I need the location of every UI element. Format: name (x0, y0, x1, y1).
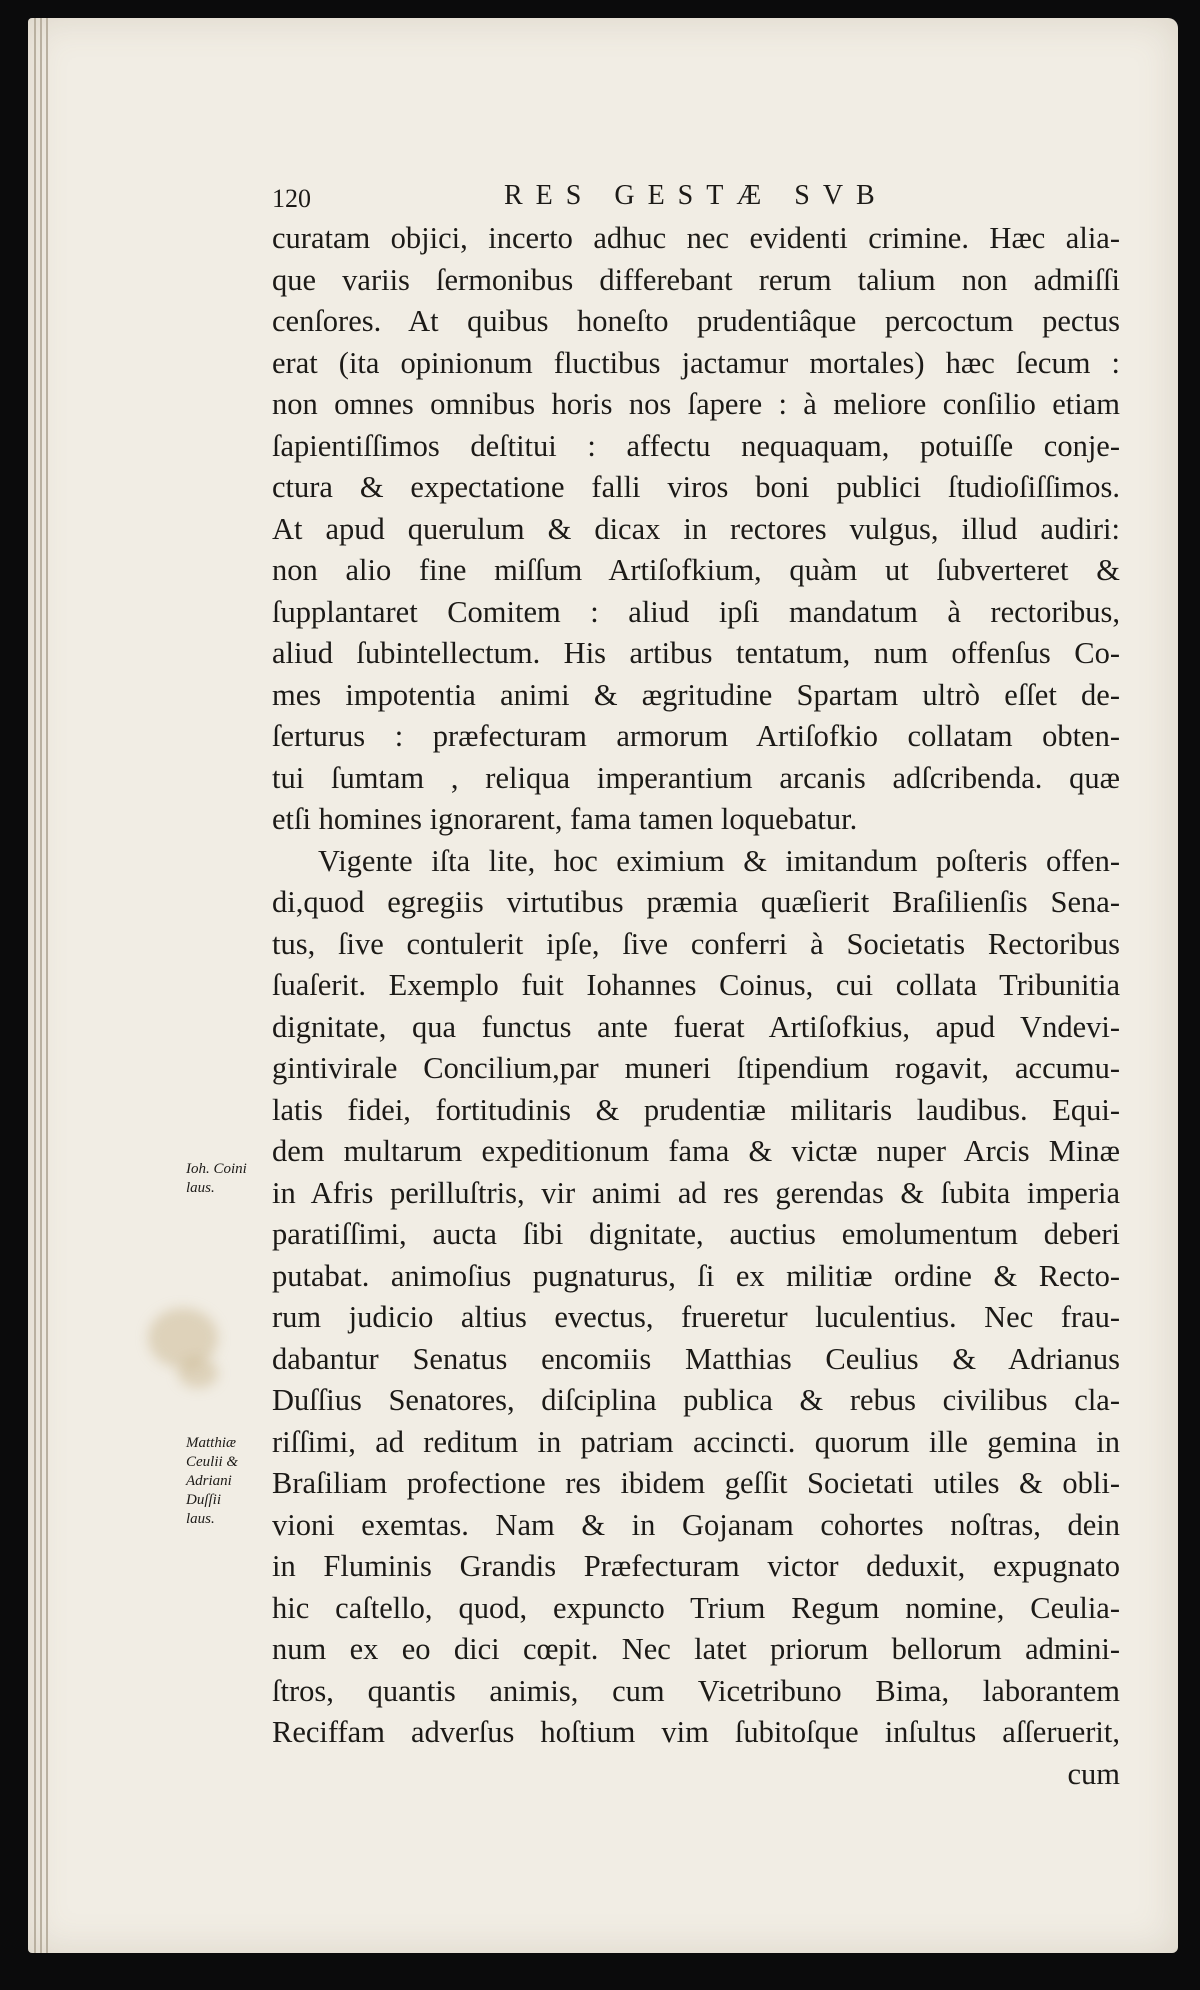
catchword: cum (1067, 1756, 1120, 1791)
text-line: cenſores. At quibus honeſto prudentiâque percoctum pectus (272, 304, 1120, 338)
margin-note-line: Duſſii (186, 1492, 222, 1508)
margin-note-line: Ioh. Coini (186, 1161, 247, 1177)
text-line: Duſſius Senatores, diſciplina publica & rebus civilibus cla- (272, 1383, 1120, 1417)
text-line: latis fidei, fortitudinis & prudentiæ militaris laudibus. Equi- (272, 1092, 1120, 1127)
text-line: ſapientiſſimos deſtitui : affectu nequaquam, potuiſſe conje- (272, 428, 1120, 463)
text-line: ctura & expectatione falli viros boni publici ſtudioſiſſimos. (272, 470, 1120, 504)
text-line: curatam objici, incerto adhuc nec evidenti crimine. Hæc alia- (272, 221, 1120, 255)
margin-note-coinus (186, 1160, 296, 1198)
margin-note-ceulius-dussius (186, 1434, 296, 1529)
text-line: riſſimi, ad reditum in patriam accincti. quorum ille gemina in (272, 1424, 1120, 1459)
margin-note-line: laus. (186, 1180, 215, 1196)
text-line: dem multarum expeditionum fama & victæ nuper Arcis Minæ (272, 1134, 1120, 1168)
page-edge-line (46, 18, 48, 1953)
page-header (272, 180, 892, 214)
text-line: Reciffam adverſus hoſtium vim ſubitoſque inſultus aſſeruerit, (272, 1715, 1120, 1749)
page-number: 120 (272, 184, 311, 213)
text-line: hic caſtello, quod, expuncto Trium Regum nomine, Ceulia- (272, 1590, 1120, 1625)
text-line: rum judicio altius evectus, frueretur luculentius. Nec frau- (272, 1300, 1120, 1334)
text-line: paratiſſimi, aucta ſibi dignitate, auctius emolumentum deberi (272, 1217, 1120, 1251)
running-title: RES GESTÆ SVB (504, 180, 888, 211)
text-line: ſerturus : præfecturam armorum Artiſofkio collatam obten- (272, 719, 1120, 753)
text-line: in Fluminis Grandis Præfecturam victor deduxit, expugnato (272, 1549, 1120, 1583)
page-edge-line (34, 18, 36, 1953)
text-line: aliud ſubintellectum. His artibus tentatum, num offenſus Co- (272, 636, 1120, 670)
text-line: putabat. animoſius pugnaturus, ſi ex militiæ ordine & Recto- (272, 1258, 1120, 1293)
text-line: ſupplantaret Comitem : aliud ipſi mandatum à rectoribus, (272, 594, 1120, 629)
text-line: dabantur Senatus encomiis Matthias Ceulius & Adrianus (272, 1341, 1120, 1376)
text-line: gintivirale Concilium,par muneri ſtipendium rogavit, accumu- (272, 1051, 1120, 1085)
text-line: non alio fine miſſum Artiſofkium, quàm ut ſubverteret & (272, 553, 1120, 587)
text-line: vioni exemtas. Nam & in Gojanam cohortes noſtras, dein (272, 1507, 1120, 1542)
text-line: que variis ſermonibus differebant rerum talium non admiſſi (272, 262, 1120, 297)
text-line: At apud querulum & dicax in rectores vulgus, illud audiri: (272, 511, 1120, 546)
margin-note-line: Matthiæ (186, 1435, 237, 1451)
margin-note-line: Ceulii & (186, 1454, 239, 1470)
text-line: tui ſumtam , reliqua imperantium arcanis adſcribenda. quæ (272, 760, 1120, 795)
text-line: Braſiliam profectione res ibidem geſſit Societati utiles & obli- (272, 1466, 1120, 1500)
text-line: mes impotentia animi & ægritudine Spartam ultrò eſſet de- (272, 677, 1120, 712)
paragraph-first-line: Vigente iſta lite, hoc eximium & imitandum poſteris offen- (318, 843, 1120, 878)
text-line: dignitate, qua functus ante fuerat Artiſofkius, apud Vndevi- (272, 1009, 1120, 1044)
paper-stain (178, 1358, 218, 1388)
text-line: erat (ita opinionum fluctibus jactamur mortales) hæc ſecum : (272, 345, 1120, 380)
text-line: in Afris perilluſtris, vir animi ad res gerendas & ſubita imperia (272, 1175, 1120, 1210)
margin-note-line: Adriani (186, 1473, 232, 1489)
text-line: etſi homines ignorarent, fama tamen loquebatur. (272, 802, 858, 836)
text-line: di,quod egregiis virtutibus præmia quæſierit Braſilienſis Sena- (272, 885, 1120, 919)
body-text (272, 218, 1120, 1795)
page-edge-line (40, 18, 42, 1953)
text-line: tus, ſive contulerit ipſe, ſive conferri à Societatis Rectoribus (272, 926, 1120, 961)
text-line: num ex eo dici cœpit. Nec latet priorum bellorum admini- (272, 1632, 1120, 1666)
margin-note-line: laus. (186, 1511, 215, 1527)
text-line: ſuaſerit. Exemplo fuit Iohannes Coinus, cui collata Tribunitia (272, 968, 1120, 1002)
text-line: non omnes omnibus horis nos ſapere : à meliore conſilio etiam (272, 387, 1120, 421)
text-line: ſtros, quantis animis, cum Vicetribuno Bima, laborantem (272, 1673, 1120, 1708)
